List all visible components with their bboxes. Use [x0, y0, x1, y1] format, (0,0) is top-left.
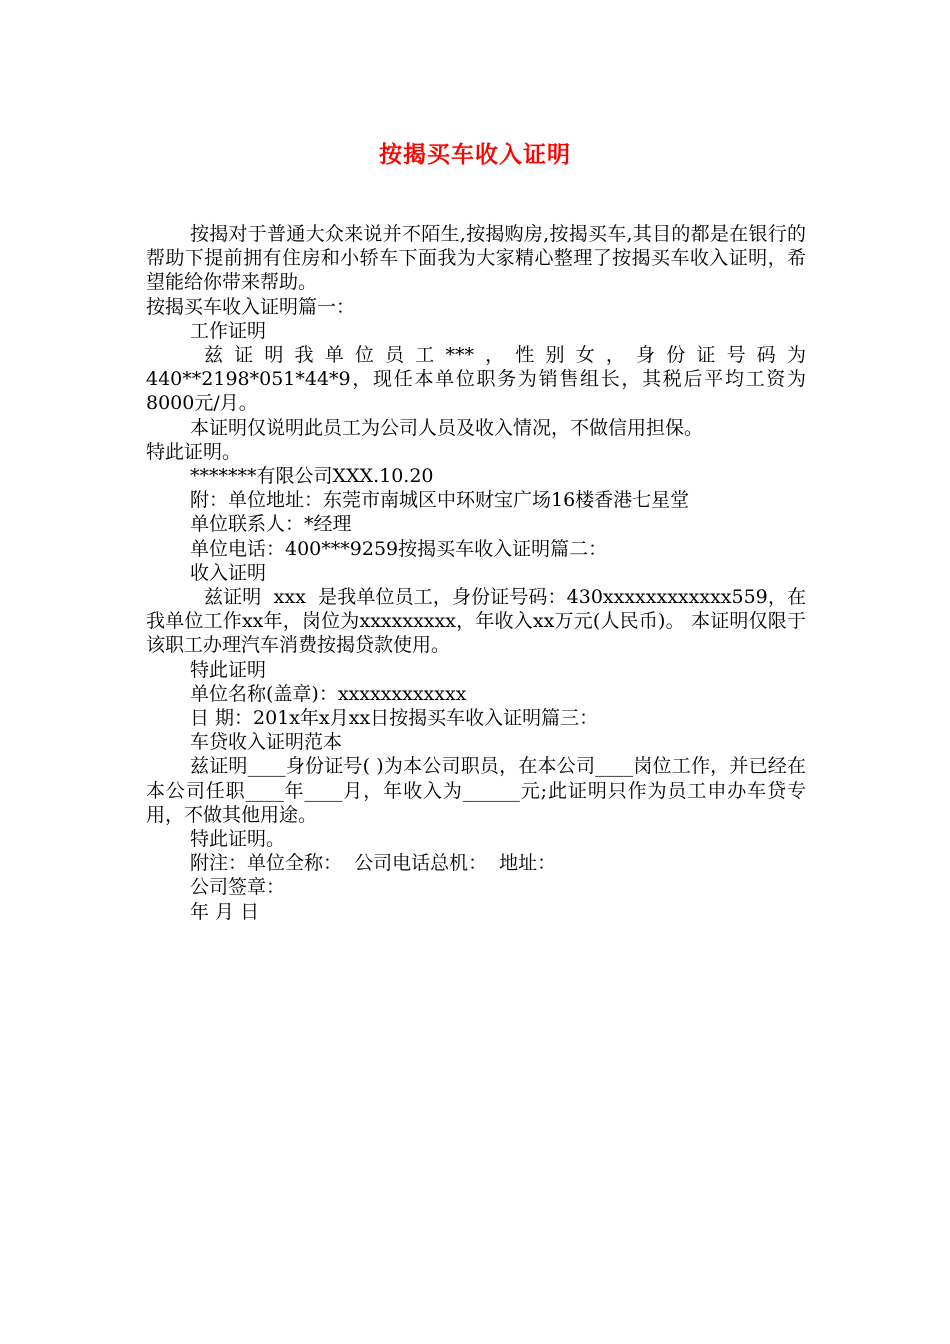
date-line: 日 期：201x年x月xx日按揭买车收入证明篇三： [190, 707, 599, 730]
company-address: 附：单位地址：东莞市南城区中环财宝广场16楼香港七星堂 [190, 489, 690, 512]
disclaimer-paragraph: 本证明仅说明此员工为公司人员及收入情况，不做信用担保。 [190, 416, 704, 439]
date-blank-line: 年 月 日 [190, 900, 260, 923]
employee-paragraph: 兹证明我单位员工***，性别女，身份证号码为440**2198*051*44*9，现任本单位职务为销售组长，其税后平均工资为8000元/月。 [146, 344, 806, 415]
document-title: 按揭买车收入证明 [379, 142, 571, 168]
template-heading: 车贷收入证明范本 [190, 731, 343, 754]
section-heading-1: 按揭买车收入证明篇一： [146, 295, 356, 318]
document-body [146, 222, 806, 924]
income-certificate-heading: 收入证明 [190, 561, 267, 584]
company-contact: 单位联系人：*经理 [190, 513, 352, 536]
company-seal-line: 公司签章： [190, 876, 286, 899]
company-date: *******有限公司XXX.10.20 [190, 465, 434, 488]
template-paragraph: 兹证明____身份证号( )为本公司职员，在本公司____岗位工作，并已经在本公司任职____年____月，年收入为______元;此证明只作为员工申办车贷专用，不做其他用途。 [146, 755, 806, 826]
notes-line: 附注：单位全称： 公司电话总机： 地址： [190, 852, 557, 875]
income-paragraph: 兹证明 xxx 是我单位员工，身份证号码：430xxxxxxxxxxxx559，在我单位工作xx年，岗位为xxxxxxxxx，年收入xx万元(人民币)。 本证明仅限于该职工办理汽车消费按揭贷款使用。 [146, 586, 806, 657]
unit-name-seal: 单位名称(盖章)：xxxxxxxxxxxx [190, 682, 467, 705]
work-certificate-heading: 工作证明 [190, 319, 267, 342]
hereby-certify-1: 特此证明。 [146, 440, 242, 463]
hereby-certify-2: 特此证明 [190, 658, 267, 681]
intro-paragraph: 按揭对于普通大众来说并不陌生,按揭购房,按揭买车,其目的都是在银行的帮助下提前拥有住房和小轿车下面我为大家精心整理了按揭买车收入证明，希望能给你带来帮助。 [146, 223, 806, 294]
company-phone: 单位电话：400***9259按揭买车收入证明篇二： [190, 537, 608, 560]
hereby-certify-3: 特此证明。 [190, 828, 286, 851]
